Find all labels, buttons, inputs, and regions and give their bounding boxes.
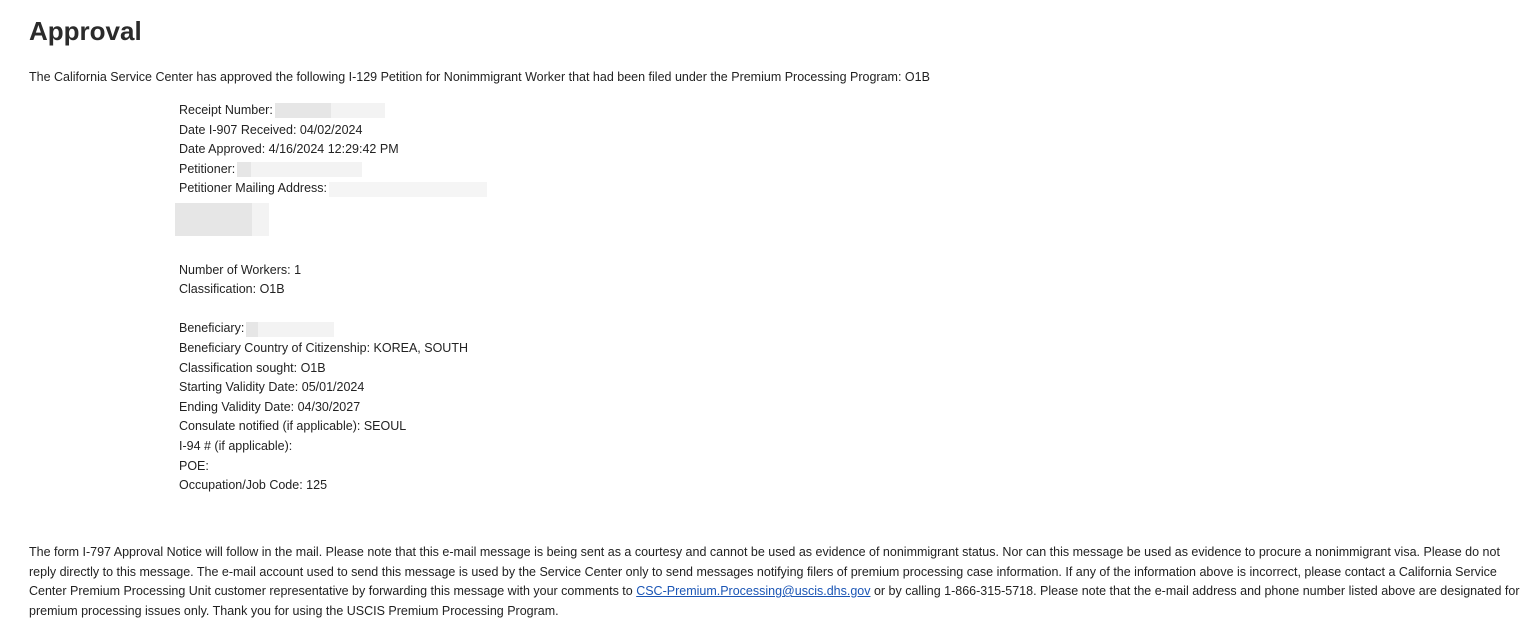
redacted-beneficiary	[246, 322, 334, 337]
approval-details	[179, 101, 487, 496]
approval-intro-text: The California Service Center has approved the following I-129 Petition for Nonimmigrant Worker that had been filed under the Premium Processing Program: O1B	[29, 70, 930, 84]
email-link[interactable]: CSC-Premium.Processing@uscis.dhs.gov	[636, 584, 871, 598]
footer-text-before-link: The form I-797 Approval Notice will follow in the mail. Please note that this e-mail message is being sent as a courtesy and cannot be used as evidence of nonimmigrant status. Nor can this message be used as evidence to procure a nonimmigrant visa. Please do not reply directly to this message. The e-mail account used to send this message is used by the Service Center only to send messages notifying filers of premium processing case information. If any of the information above is incorrect, please contact a California Service Center Premium Processing Unit customer representative by forwarding this message with your comments to	[29, 545, 1500, 598]
poe-row: POE:	[179, 458, 209, 473]
petitioner-row	[179, 160, 487, 180]
footer-text-after-link: or by calling 1-866-315-5718. Please note that the e-mail address and phone number listed above are designated for premium processing issues only. Thank you for using the USCIS Premium Processing Program.	[29, 584, 1520, 618]
i907-received-row: Date I-907 Received: 04/02/2024	[179, 122, 363, 137]
beneficiary-country-row: Beneficiary Country of Citizenship: KOREA, SOUTH	[179, 340, 468, 355]
starting-validity-row: Starting Validity Date: 05/01/2024	[179, 380, 365, 395]
footer-notice	[29, 543, 1523, 621]
mailing-address-label: Petitioner Mailing Address:	[179, 181, 327, 196]
redacted-mailing-address	[329, 182, 487, 197]
beneficiary-row	[179, 319, 487, 339]
page-title: Approval	[29, 16, 142, 46]
receipt-number-row	[179, 101, 487, 121]
classification-row: Classification: O1B	[179, 282, 285, 297]
consulate-notified-row: Consulate notified (if applicable): SEOUL	[179, 419, 407, 434]
mailing-address-row	[179, 179, 487, 199]
number-of-workers-row: Number of Workers: 1	[179, 262, 302, 277]
ending-validity-row: Ending Validity Date: 04/30/2027	[179, 399, 361, 414]
redacted-address-block	[175, 203, 487, 237]
i94-row: I-94 # (if applicable):	[179, 438, 293, 453]
petitioner-label: Petitioner:	[179, 161, 236, 176]
date-approved-row: Date Approved: 4/16/2024 12:29:42 PM	[179, 142, 399, 157]
redacted-receipt-number	[275, 103, 385, 118]
occupation-code-row: Occupation/Job Code: 125	[179, 478, 328, 493]
redacted-petitioner	[237, 162, 362, 177]
beneficiary-label: Beneficiary:	[179, 321, 245, 336]
receipt-number-label: Receipt Number:	[179, 103, 273, 117]
classification-sought-row: Classification sought: O1B	[179, 360, 326, 375]
